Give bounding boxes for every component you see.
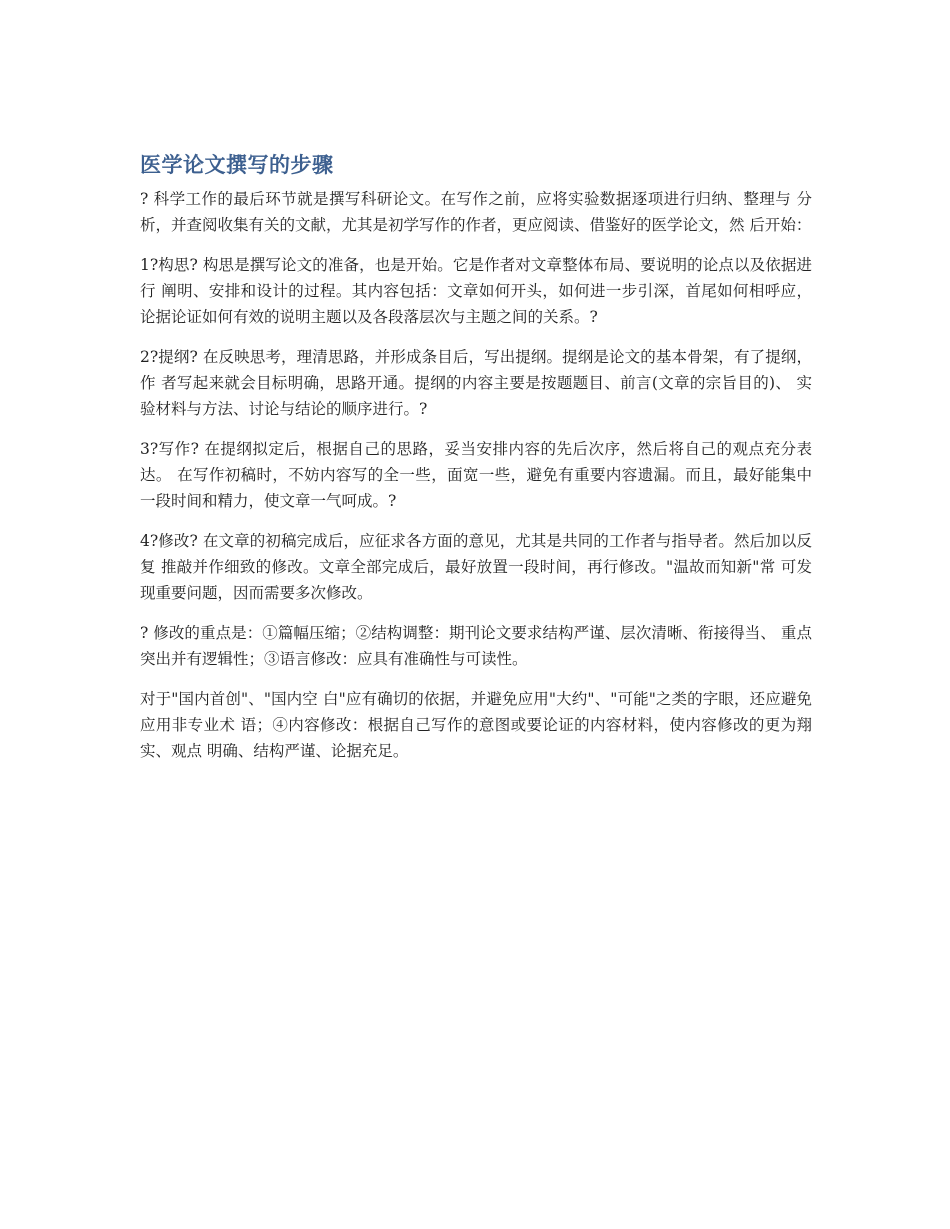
paragraph-intro: ? 科学工作的最后环节就是撰写科研论文。在写作之前，应将实验数据逐项进行归纳、整理与 分析，并查阅收集有关的文献，尤其是初学写作的作者，更应阅读、借鉴好的医学论文，然 后开始： bbox=[140, 190, 812, 234]
paragraph-step-4-revision: 4?修改? 在文章的初稿完成后，应征求各方面的意见，尤其是共同的工作者与指导者。然后加以反复 推敲并作细致的修改。文章全部完成后，最好放置一段时间，再行修改。"温故而知新"常 可发现重要问题，因而需要多次修改。 bbox=[140, 532, 812, 602]
document-title: 医学论文撰写的步骤 bbox=[140, 153, 334, 177]
document-page bbox=[140, 150, 812, 778]
paragraph-step-2-synopsis: 2?提纲? 在反映思考，理清思路，并形成条目后，写出提纲。提纲是论文的基本骨架，有了提纲，作 者写起来就会目标明确，思路开通。提纲的内容主要是按题题目、前言(文章的宗旨目的)、 实验材料与方法、讨论与结论的顺序进行。? bbox=[140, 348, 812, 418]
paragraph-step-1-outline: 1?构思? 构思是撰写论文的准备，也是开始。它是作者对文章整体布局、要说明的论点以及依据进行 阐明、安排和设计的过程。其内容包括：文章如何开头，如何进一步引深，首尾如何相呼应， 论据论证如何有效的说明主题以及各段落层次与主题之间的关系。? bbox=[140, 256, 812, 326]
paragraph-revision-details: 对于"国内首创"、"国内空 白"应有确切的依据，并避免应用"大约"、"可能"之类的字眼，还应避免应用非专业术 语；④内容修改：根据自己写作的意图或要论证的内容材料，使内容修改的更为翔实、观点 明确、结构严谨、论据充足。 bbox=[140, 690, 812, 760]
paragraph-step-3-writing: 3?写作? 在提纲拟定后，根据自己的思路，妥当安排内容的先后次序，然后将自己的观点充分表达。 在写作初稿时，不妨内容写的全一些，面宽一些，避免有重要内容遗漏。而且，最好能集中 一段时间和精力，使文章一气呵成。? bbox=[140, 440, 812, 510]
paragraph-revision-focus: ? 修改的重点是：①篇幅压缩；②结构调整：期刊论文要求结构严谨、层次清晰、衔接得当、 重点突出并有逻辑性；③语言修改：应具有准确性与可读性。 bbox=[140, 624, 812, 668]
